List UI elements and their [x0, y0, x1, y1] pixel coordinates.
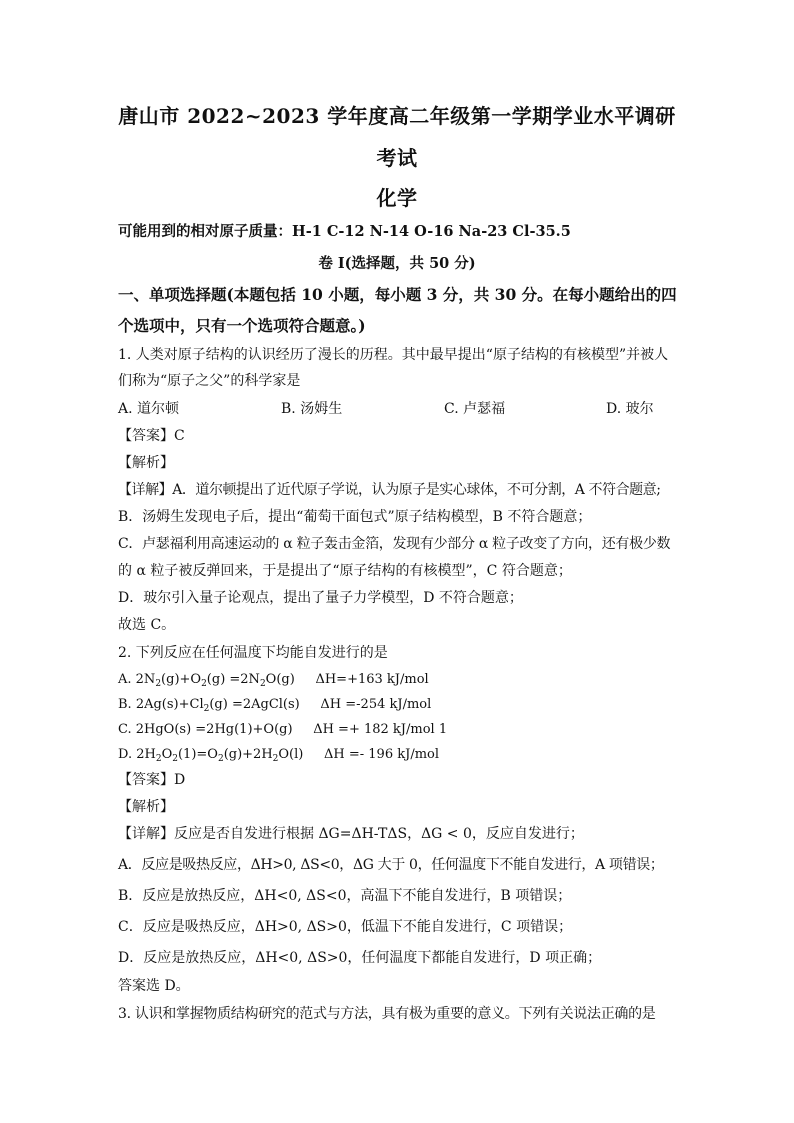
q2-option-a-text-3: (g) =2N: [206, 672, 260, 687]
q1-option-d: D. 玻尔: [606, 401, 654, 417]
q2-option-a-sub-1: 2: [155, 679, 162, 689]
q2-option-b-sub-1: 2: [203, 704, 210, 714]
q1-stem-line1: 1. 人类对原子结构的认识经历了漫长的历程。其中最早提出“原子结构的有核模型”并被人: [118, 347, 669, 363]
q2-conclusion: 答案选 D。: [118, 978, 190, 994]
q1-option-a: A. 道尔顿: [118, 401, 180, 417]
q2-option-b-text-1: B. 2Ag(s)+Cl: [118, 697, 204, 712]
q2-option-d-text-5: O(l) ΔH =- 196 kJ/mol: [278, 747, 440, 762]
q2-answer: 【答案】D: [118, 772, 186, 788]
q3-stem: 3. 认识和掌握物质结构研究的范式与方法，具有极为重要的意义。下列有关说法正确的是: [118, 1006, 656, 1022]
q1-detail-line5: D．玻尔引入量子论观点，提出了量子力学模型，D 不符合题意；: [118, 590, 523, 606]
q2-option-b-text-2: (g) =2AgCl(s) ΔH =-254 kJ/mol: [209, 697, 432, 712]
q1-option-b: B. 汤姆生: [281, 401, 343, 417]
q1-stem-line2: 们称为“原子之父”的科学家是: [118, 373, 301, 389]
q2-option-c: C. 2HgO(s) =2Hg(1)+O(g) ΔH =+ 182 kJ/mol 1: [118, 722, 448, 737]
q2-option-d-text-4: (g)+2H: [223, 747, 273, 762]
q1-option-c: C. 卢瑟福: [444, 401, 506, 417]
volume-title: 卷 I(选择题，共 50 分): [318, 255, 476, 272]
q2-option-d-sub-4: 2: [272, 754, 279, 764]
q2-option-a-text-2: (g)+O: [161, 672, 202, 687]
q1-analysis-label: 【解析】: [118, 455, 174, 471]
q2-analysis-label: 【解析】: [118, 799, 174, 815]
q2-option-a-sub-2: 2: [201, 679, 207, 689]
section1-heading-line1: 一、单项选择题(本题包括 10 小题，每小题 3 分，共 30 分。在每小题给出的四: [118, 285, 677, 304]
q2-option-b: [118, 695, 431, 715]
q2-option-a-sub-3: 2: [259, 679, 266, 689]
q1-conclusion: 故选 C。: [118, 617, 176, 633]
q2-option-d-text-1: D. 2H: [118, 747, 156, 762]
atomic-masses: 可能用到的相对原子质量：H-1 C-12 N-14 O-16 Na-23 Cl-35.5: [118, 223, 571, 240]
subject-title: 化学: [376, 186, 418, 210]
q2-option-a-text-4: O(g) ΔH=+163 kJ/mol: [265, 672, 429, 687]
exam-title-line2: 考试: [376, 146, 418, 170]
q2-option-d-sub-2: 2: [172, 754, 178, 764]
q2-detail-line1: 【详解】反应是否自发进行根据 ΔG=ΔH-TΔS，ΔG < 0，反应自发进行；: [118, 826, 584, 842]
q2-option-a: [118, 670, 429, 690]
exam-title-line1: 唐山市 2022~2023 学年度高二年级第一学期学业水平调研: [118, 104, 676, 128]
q2-option-d-sub-1: 2: [155, 754, 162, 764]
q2-detail-line5: D．反应是放热反应，ΔH<0, ΔS>0，任何温度下都能自发进行，D 项正确；: [118, 950, 602, 966]
q2-detail-line4: C．反应是吸热反应，ΔH>0, ΔS>0，低温下不能自发进行，C 项错误；: [118, 919, 573, 935]
q2-option-d-sub-3: 2: [217, 754, 224, 764]
q2-option-d-text-2: O: [161, 747, 173, 762]
q2-option-d: [118, 745, 439, 765]
q2-stem: 2. 下列反应在任何温度下均能自发进行的是: [118, 645, 388, 661]
section1-heading-line2: 个选项中，只有一个选项符合题意。): [118, 316, 366, 335]
q1-detail-line1: 【详解】A．道尔顿提出了近代原子学说，认为原子是实心球体，不可分割，A 不符合题意;: [118, 482, 661, 498]
q1-detail-line4: 的 α 粒子被反弹回来，于是提出了“原子结构的有核模型”，C 符合题意；: [118, 563, 572, 579]
q1-detail-line2: B．汤姆生发现电子后，提出“葡萄干面包式”原子结构模型，B 不符合题意；: [118, 509, 592, 525]
q2-option-d-text-3: (1)=O: [177, 747, 218, 762]
q2-detail-line2: A．反应是吸热反应，ΔH>0, ΔS<0，ΔG 大于 0，任何温度下不能自发进行，A 项错误；: [118, 857, 664, 873]
q2-option-a-text-1: A. 2N: [118, 672, 156, 687]
q1-answer: 【答案】C: [118, 428, 185, 444]
q2-detail-line3: B．反应是放热反应，ΔH<0, ΔS<0，高温下不能自发进行，B 项错误；: [118, 888, 572, 904]
q1-detail-line3: C．卢瑟福利用高速运动的 α 粒子轰击金箔，发现有少部分 α 粒子改变了方向，还有极少数: [118, 536, 671, 552]
